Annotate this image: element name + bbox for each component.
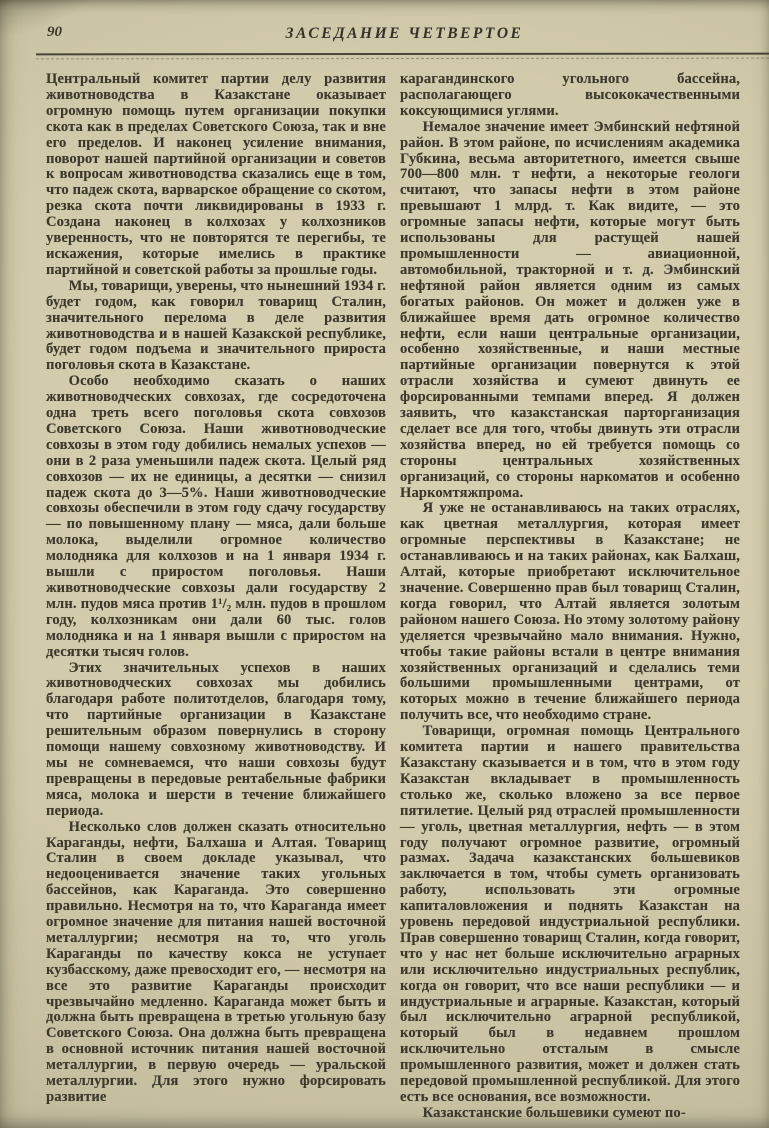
text-column-right <box>400 72 740 1122</box>
running-header <box>0 0 769 49</box>
page-number: 90 <box>47 24 62 40</box>
paragraph: Казакстанские большевики сумеют по- <box>422 1104 686 1121</box>
paragraph: Особо необходимо сказать о наших животноводческих совхозах, где сосредоточена одна треть всего поголовья скота совхозов Советского Союза. Наши животноводческие совхозы в этом году добились немалых успехов — они в 2 раза уменьшили падеж скота. Целый ряд совхозов — их не единицы, а десятки — снизил падеж скота до 3—5%. Наши животноводческие совхозы обеспечили в этом году сдачу государству — по повышенному плану — мяса, дали больше молока, выделили огромное количество молодняка для колхозов и на 1 января 1934 г. вышли с приростом поголовья. Наши животноводческие совхозы дали государству 2 млн. пудов мяса против 1¹/₂ млн. пудов в прошлом году, колхозникам они дали 60 тыс. голов молодняка и на 1 января вышли с приростом на десятки тысяч голов. <box>46 373 386 660</box>
paragraph: Товарищи, огромная помощь Центрального комитета партии и нашего правительства Казакстану сказывается и в том, что в этом году Казакстан вкладывает в промышленность столько же, сколько вложено за все первое пятилетие. Целый ряд отраслей промышленности — уголь, цветная металлургия, нефть — в этом году получают огромное развитие, огромный размах. Задача казакстанских большевиков заключается в том, чтобы суметь организовать работу, использовать эти огромные капиталовложения и поднять Казакстан на уровень передовой индустриальной республики. Прав совершенно товарищ Сталин, когда говорит, что у нас нет больше исключительно аграрных или исключительно индустриальных республик, когда он говорит, что все наши республики — и индустриальные и аграрные. Казакстан, который был исключительно аграрной республикой, который был в недавнем прошлом исключительно отсталым в смысле промышленного развития, может и должен стать передовой промышленной республикой. Для этого есть все основания, все возможности. <box>400 723 740 1105</box>
paragraph: карагандинского угольного бассейна, располагающего высококачественными коксующимися углями. <box>400 71 740 119</box>
paragraph: Этих значительных успехов в наших животноводческих совхозах мы добились благодаря работе политотделов, благодаря тому, что партийные организации в Казакстане решительным образом повернулись в сторону помощи нашему совхозному животноводству. И мы не сомневаемся, что наши совхозы будут превращены в передовые рентабельные фабрики мяса, молока и шерсти в течение ближайшего периода. <box>46 659 386 819</box>
text-column-left <box>46 72 386 1122</box>
paragraph: Несколько слов должен сказать относительно Караганды, нефти, Балхаша и Алтая. Товарищ Сталин в своем докладе указывал, что недооценивается значение таких угольных бассейнов, как Караганда. Это совершенно правильно. Несмотря на то, что Караганда имеет огромное значение для питания нашей восточной металлургии; несмотря на то, что уголь Караганды по качеству кокса не уступает кузбасскому, даже превосходит его, — несмотря на все это развитие Караганды происходит чрезвычайно медленно. Караганда может быть и должна быть превращена в третью угольную базу Советского Союза. Она должна быть превращена в основной источник питания нашей восточной металлургии, в первую очередь — уральской металлургии. Для этого нужно форсировать развитие <box>46 818 386 1105</box>
paragraph: Немалое значение имеет Эмбинский нефтяной район. В этом районе, по исчислениям академика Губкина, весьма авторитетного, имеется свыше 700—800 млн. т нефти, а некоторые геологи считают, что запасы нефти в этом районе превышают 1 млрд. т. Как видите, — это огромные запасы нефти, которые могут быть использованы для растущей нашей промышленности — авиационной, автомобильной, тракторной и т. д. Эмбинский нефтяной район является одним из самых богатых районов. Он может и должен уже в ближайшее время дать огромное количество нефти, если наши центральные организации, особенно хозяйственные, и наши местные партийные организации повернутся к этой отрасли хозяйства и сумеют двинуть ее форсированными темпами вперед. Я должен заявить, что казакстанская парторганизация сделает все для того, чтобы двинуть эти отрасли хозяйства вперед, но ей требуется помощь со стороны центральных хозяйственных организаций, со стороны наркоматов и особенно Наркомтяжпрома. <box>400 118 740 501</box>
paragraph: Мы, товарищи, уверены, что нынешний 1934 г. будет годом, как говорил товарищ Сталин, значительного перелома в деле развития животноводства и в нашей Казакской республике, будет годом подъема и значительного прироста поголовья скота в Казакстане. <box>46 277 386 374</box>
paragraph: Центральный комитет партии делу развития животноводства в Казакстане оказывает огромную помощь путем организации покупки скота как в пределах Советского Союза, так и вне его пределов. И наконец усиление внимания, поворот нашей партийной организации и советов к вопросам животноводства сказались еще в том, что падеж скота, варварское обращение со скотом, резка скота почти ликвидированы в 1933 г. Создана наконец в колхозах у колхозников уверенность, что не повторятся те перегибы, те искажения, которые имелись в практике партийной и советской работы за прошлые годы. <box>46 71 386 278</box>
paragraph: Я уже не останавливаюсь на таких отраслях, как цветная металлургия, которая имеет огромные перспективы в Казакстане; не останавливаюсь и на таких районах, как Балхаш, Алтай, которые приобретают исключительное значение. Совершенно прав был товарищ Сталин, когда говорил, что Алтай является золотым районом нашего Союза. Но этому золотому району уделяется чрезвычайно мало внимания. Нужно, чтобы такие районы встали в центре внимания хозяйственных организаций и сделались теми большими промышленными центрами, от которых можно в течение ближайшего периода получить все, что необходимо стране. <box>400 500 740 724</box>
header-rule <box>36 53 769 60</box>
text-body <box>0 59 769 1122</box>
running-header-title: ЗАСЕДАНИЕ ЧЕТВЕРТОЕ <box>285 25 524 42</box>
